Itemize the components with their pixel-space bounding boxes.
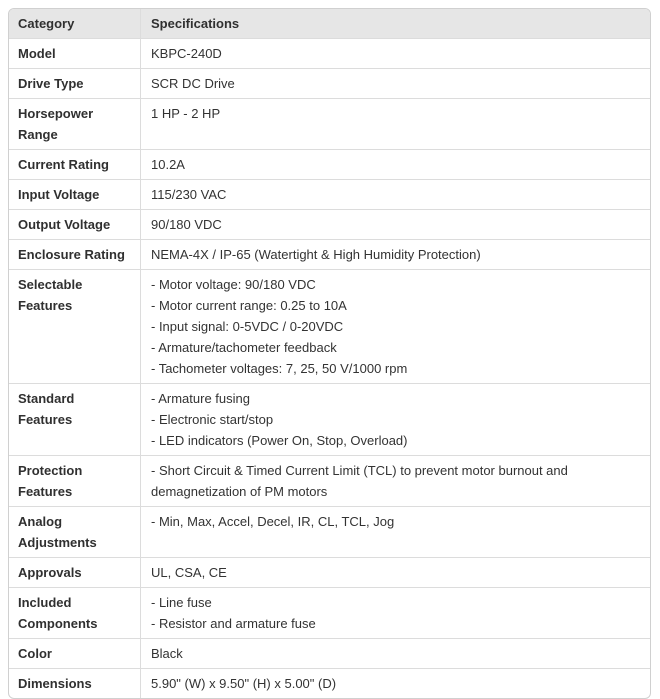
row-category-label: Input Voltage [9,180,141,209]
row-category-label: Approvals [9,558,141,587]
spec-line: - Armature fusing [151,391,250,406]
row-spec-cell [141,270,650,383]
spec-line: NEMA-4X / IP-65 (Watertight & High Humidity Protection) [151,247,481,262]
row-spec-cell [141,558,650,587]
row-category-label: Output Voltage [9,210,141,239]
spec-line: - Resistor and armature fuse [151,616,316,631]
row-spec-cell [141,588,650,638]
table-row [9,638,650,668]
row-category-label: Protection Features [9,456,141,506]
table-row [9,587,650,638]
row-category-label: Color [9,639,141,668]
table-row [9,38,650,68]
table-row [9,98,650,149]
table-row [9,668,650,698]
row-spec-cell [141,639,650,668]
table-row [9,68,650,98]
row-spec-cell [141,507,650,557]
row-category-label: Standard Features [9,384,141,455]
spec-line: - Armature/tachometer feedback [151,340,337,355]
specifications-table [8,8,651,699]
spec-line: - Short Circuit & Timed Current Limit (TCL) to prevent motor burnout and demagnetization of PM motors [151,463,568,499]
spec-line: KBPC-240D [151,46,222,61]
spec-line: - Line fuse [151,595,212,610]
row-category-label: Selectable Features [9,270,141,383]
spec-line: - Electronic start/stop [151,412,274,427]
column-header-category: Category [9,9,141,38]
table-row [9,383,650,455]
row-category-label: Analog Adjustments [9,507,141,557]
column-header-specifications: Specifications [151,16,240,31]
row-category-label: Dimensions [9,669,141,698]
row-spec-cell [141,669,650,698]
spec-line: - Motor current range: 0.25 to 10A [151,298,347,313]
row-spec-cell [141,39,650,68]
spec-line: 1 HP - 2 HP [151,106,221,121]
row-spec-cell [141,150,650,179]
table-row [9,269,650,383]
row-category-label: Drive Type [9,69,141,98]
table-body [9,38,650,698]
spec-line: - Input signal: 0-5VDC / 0-20VDC [151,319,344,334]
spec-line: UL, CSA, CE [151,565,227,580]
spec-line: SCR DC Drive [151,76,235,91]
row-spec-cell [141,180,650,209]
spec-line: 10.2A [151,157,185,172]
row-spec-cell [141,210,650,239]
row-category-label: Horsepower Range [9,99,141,149]
row-spec-cell [141,99,650,149]
table-row [9,455,650,506]
spec-line: 5.90" (W) x 9.50" (H) x 5.00" (D) [151,676,337,691]
row-category-label: Current Rating [9,150,141,179]
table-row [9,149,650,179]
row-spec-cell [141,456,650,506]
spec-line: - LED indicators (Power On, Stop, Overload) [151,433,408,448]
spec-line: - Min, Max, Accel, Decel, IR, CL, TCL, Jog [151,514,395,529]
row-spec-cell [141,240,650,269]
spec-line: - Motor voltage: 90/180 VDC [151,277,316,292]
spec-line: 90/180 VDC [151,217,222,232]
row-category-label: Enclosure Rating [9,240,141,269]
row-category-label: Model [9,39,141,68]
table-row [9,506,650,557]
row-category-label: Included Components [9,588,141,638]
table-header-row [9,9,650,38]
spec-line: Black [151,646,183,661]
table-row [9,239,650,269]
spec-line: 115/230 VAC [151,187,227,202]
table-row [9,179,650,209]
spec-line: - Tachometer voltages: 7, 25, 50 V/1000 rpm [151,361,408,376]
row-spec-cell [141,384,650,455]
table-row [9,209,650,239]
table-row [9,557,650,587]
row-spec-cell [141,69,650,98]
